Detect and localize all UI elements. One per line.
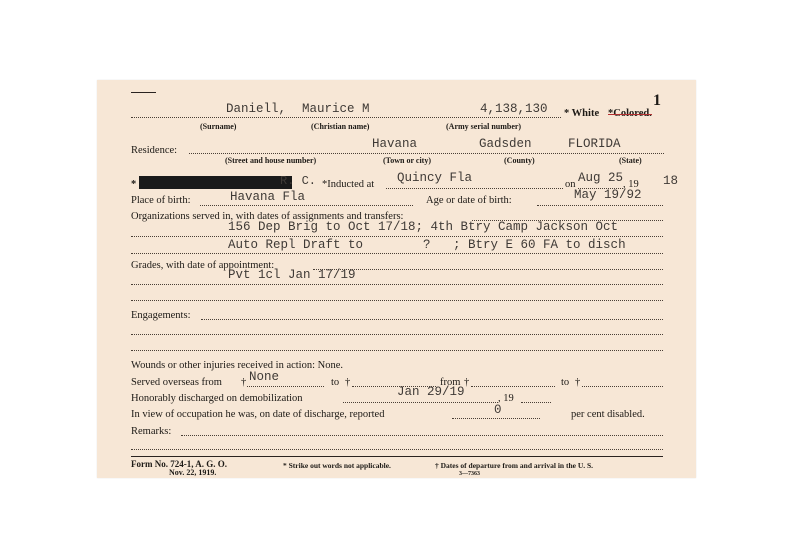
remarks-line-1 bbox=[131, 449, 663, 450]
name-line bbox=[131, 117, 561, 118]
surname-caption: (Surname) bbox=[200, 122, 237, 131]
grades-line-0 bbox=[313, 269, 663, 270]
engagements-line-0 bbox=[201, 319, 663, 320]
card-number: 1 bbox=[653, 92, 661, 109]
discharge-label: Honorably discharged on demobilization bbox=[131, 393, 303, 404]
overseas-from-line bbox=[247, 386, 324, 387]
overseas-dagger-1: † bbox=[241, 377, 247, 388]
engagements-line-1 bbox=[131, 334, 663, 335]
induction-year: 18 bbox=[663, 174, 679, 188]
remarks-line-0 bbox=[181, 435, 663, 436]
organizations-line-1 bbox=[131, 236, 663, 237]
redacted-block bbox=[139, 176, 292, 189]
county-caption: (County) bbox=[504, 156, 535, 165]
place-of-birth-value: Havana Fla bbox=[230, 190, 306, 204]
organizations-line2: Auto Repl Draft to ? ; Btry E 60 FA to disch bbox=[228, 238, 626, 252]
residence-line bbox=[189, 153, 664, 154]
form-date: Nov. 22, 1919. bbox=[169, 468, 217, 477]
state-caption: (State) bbox=[619, 156, 642, 165]
street-caption: (Street and house number) bbox=[225, 156, 317, 165]
disability-line bbox=[452, 418, 540, 419]
on-label: on bbox=[565, 179, 576, 190]
overseas-dagger-3: † bbox=[464, 377, 470, 388]
induction-date: Aug 25 bbox=[578, 171, 624, 185]
organizations-line-2 bbox=[131, 253, 663, 254]
footer-code: 3—7363 bbox=[459, 471, 480, 477]
disability-suffix: per cent disabled. bbox=[571, 409, 645, 420]
overseas-from-value: None bbox=[249, 370, 280, 384]
discharge-line bbox=[343, 402, 498, 403]
engagements-line-2 bbox=[131, 350, 663, 351]
race-colored-label: *Colored. bbox=[608, 108, 652, 119]
induction-star: * bbox=[131, 179, 137, 190]
birth-date-value: May 19/92 bbox=[574, 188, 642, 202]
town-caption: (Town or city) bbox=[383, 156, 431, 165]
grades-line-1 bbox=[131, 284, 663, 285]
induction-19: , 19 bbox=[623, 179, 639, 190]
inducted-at-value: Quincy Fla bbox=[397, 171, 473, 185]
age-label: Age or date of birth: bbox=[426, 195, 512, 206]
serial-caption: (Army serial number) bbox=[446, 122, 522, 131]
grades-line1: Pvt 1cl Jan 17/19 bbox=[228, 268, 356, 282]
organizations-line1: 156 Dep Brig to Oct 17/18; 4th Btry Camp Jackson Oct bbox=[228, 220, 619, 234]
place-of-birth-line bbox=[200, 205, 413, 206]
overseas-to-label: to bbox=[331, 377, 340, 388]
footer-rule bbox=[131, 456, 663, 457]
overseas-label: Served overseas from bbox=[131, 377, 222, 388]
serial-number-value: 4,138,130 bbox=[480, 102, 548, 116]
footnote-dates: † Dates of departure from and arrival in the U. S. bbox=[435, 461, 594, 470]
top-rule bbox=[131, 92, 156, 93]
residence-state-value: FLORIDA bbox=[568, 137, 621, 151]
organizations-label: Organizations served in, with dates of assignments and transfers: bbox=[131, 211, 404, 222]
redacted-suffix: R. C. bbox=[280, 174, 317, 188]
place-of-birth-label: Place of birth: bbox=[131, 195, 191, 206]
grades-line-2 bbox=[131, 300, 663, 301]
christian-name-value: Maurice M bbox=[302, 102, 370, 116]
overseas-from2-line bbox=[471, 386, 555, 387]
overseas-from2-label: from bbox=[440, 377, 461, 388]
discharge-19: , 19 bbox=[498, 393, 514, 404]
residence-town-value: Havana bbox=[372, 137, 418, 151]
disability-label: In view of occupation he was, on date of discharge, reported bbox=[131, 409, 385, 420]
overseas-dagger-4: † bbox=[575, 377, 581, 388]
inducted-at-line bbox=[386, 188, 563, 189]
disability-value: 0 bbox=[494, 403, 502, 417]
inducted-at-label: *Inducted at bbox=[322, 179, 375, 190]
race-white-label: * White bbox=[564, 108, 600, 119]
discharge-date: Jan 29/19 bbox=[397, 385, 465, 399]
service-record-card bbox=[97, 80, 696, 478]
surname-value: Daniell, bbox=[226, 102, 287, 116]
discharge-year-line bbox=[521, 402, 551, 403]
remarks-label: Remarks: bbox=[131, 426, 172, 437]
birth-date-line bbox=[537, 205, 663, 206]
grades-label: Grades, with date of appointment: bbox=[131, 260, 275, 271]
form-number: Form No. 724-1, A. G. O. bbox=[131, 459, 227, 469]
wounds-label: Wounds or other injuries received in action: None. bbox=[131, 360, 344, 371]
footnote-strike: * Strike out words not applicable. bbox=[283, 461, 391, 470]
engagements-label: Engagements: bbox=[131, 310, 191, 321]
residence-label: Residence: bbox=[131, 145, 178, 156]
overseas-to2-line bbox=[582, 386, 663, 387]
overseas-dagger-2: † bbox=[345, 377, 351, 388]
residence-county-value: Gadsden bbox=[479, 137, 532, 151]
christian-caption: (Christian name) bbox=[311, 122, 370, 131]
overseas-to2-label: to bbox=[561, 377, 570, 388]
